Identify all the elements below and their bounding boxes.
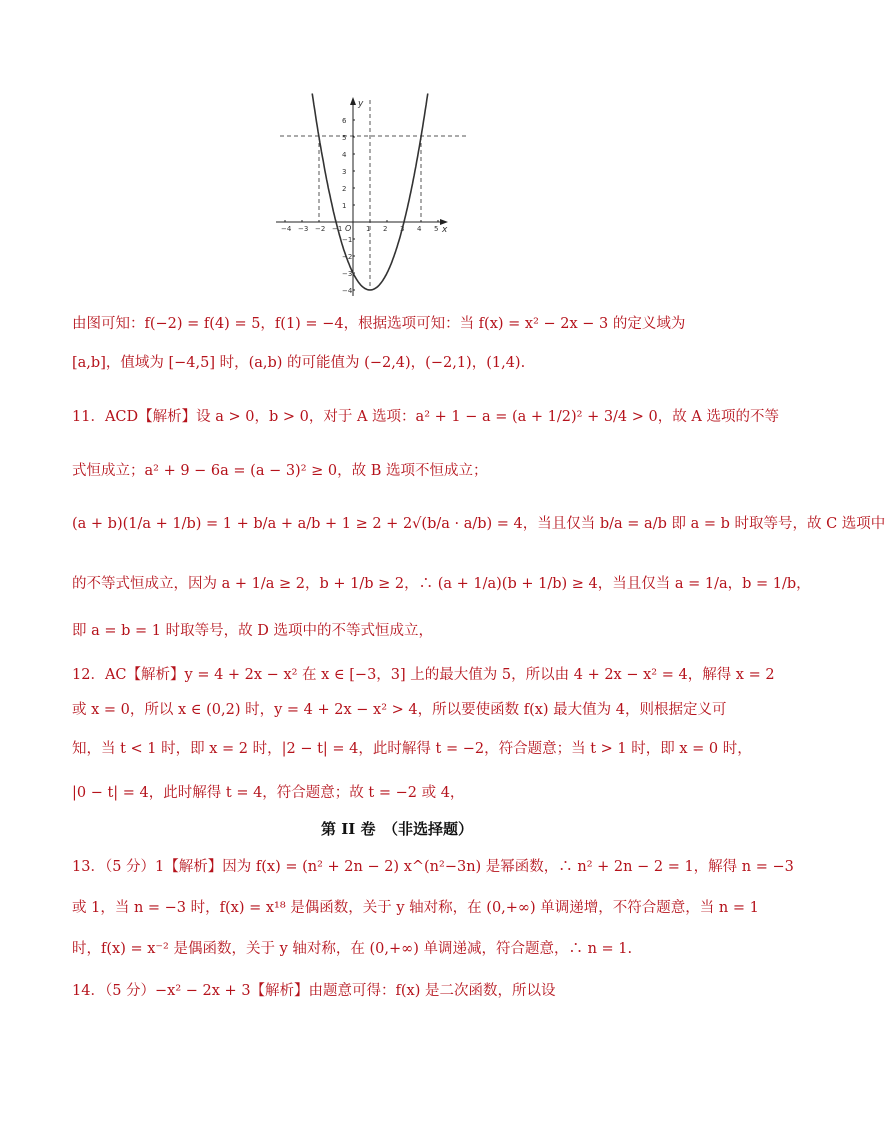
x-tick-label: −1: [332, 225, 343, 233]
y-tick-label: 3: [342, 168, 347, 176]
q13-line-3: 时，f(x) = x⁻² 是偶函数，关于 y 轴对称，在 (0,+∞) 单调递减，符合题意，∴ n = 1.: [72, 941, 633, 957]
x-tick-label: −2: [315, 225, 326, 233]
q11-line-3: (a + b)(1/a + 1/b) = 1 + b/a + a/b + 1 ≥ 2 + 2√(b/a · a/b) = 4，当且仅当 b/a = a/b 即 a = b 时取等号，故 C 选项中: [72, 516, 885, 532]
x-tick-label: −4: [281, 225, 292, 233]
x-tick-label: 2: [383, 225, 388, 233]
x-tick-label: 4: [417, 225, 422, 233]
text-line-1: 由图可知：f(−2) = f(4) = 5，f(1) = −4，根据选项可知：当 f(x) = x² − 2x − 3 的定义域为: [72, 316, 686, 332]
x-tick-label: 5: [434, 225, 439, 233]
y-axis-arrow-icon: [350, 97, 356, 105]
q11-text: 11．ACD【解析】设 a > 0，b > 0，对于 A 选项：a² + 1 − a = (a + 1/2)² + 3/4 > 0，故 A 选项的不等: [72, 409, 779, 425]
q12-line-3: 知，当 t < 1 时，即 x = 2 时，|2 − t| = 4，此时解得 t = −2，符合题意；当 t > 1 时，即 x = 0 时，: [72, 741, 752, 757]
y-tick-label: −2: [342, 253, 353, 261]
q11-line-2: 式恒成立；a² + 9 − 6a = (a − 3)² ≥ 0，故 B 选项不恒成立；: [72, 463, 488, 479]
q13-line-2: 或 1，当 n = −3 时，f(x) = x¹⁸ 是偶函数，关于 y 轴对称，在 (0,+∞) 单调递增，不符合题意，当 n = 1: [72, 900, 759, 916]
q12-line-1: 12．AC【解析】y = 4 + 2x − x² 在 x ∈ [−3，3] 上的最大值为 5，所以由 4 + 2x − x² = 4，解得 x = 2: [72, 667, 775, 683]
y-tick-label: −1: [342, 236, 353, 244]
section-title: 第 II 卷 （非选择题）: [321, 820, 473, 838]
y-tick-label: 6: [342, 117, 347, 125]
x-tick-label: −3: [298, 225, 309, 233]
y-tick-label: 5: [342, 134, 347, 142]
q13-line-1: 13．（5 分）1【解析】因为 f(x) = (n² + 2n − 2) x^(n²−3n) 是幂函数，∴ n² + 2n − 2 = 1，解得 n = −3: [72, 859, 794, 875]
y-tick-label: 4: [342, 151, 347, 159]
y-axis-label: y: [358, 99, 364, 109]
q11-line-4: 的不等式恒成立，因为 a + 1/a ≥ 2，b + 1/b ≥ 2，∴ (a + 1/a)(b + 1/b) ≥ 4，当且仅当 a = 1/a，b = 1/b，: [72, 576, 811, 592]
text-line-2: [a,b]，值域为 [−4,5] 时，(a,b) 的可能值为 (−2,4)，(−2,1)，(1,4).: [72, 355, 526, 371]
parabola-graph: [0, 0, 794, 320]
q12-line-4: |0 − t| = 4，此时解得 t = 4，符合题意；故 t = −2 或 4，: [72, 785, 465, 801]
q14-line-1: 14．（5 分）−x² − 2x + 3【解析】由题意可得：f(x) 是二次函数，所以设: [72, 983, 556, 999]
y-tick-label: 2: [342, 185, 347, 193]
q11-line-1: [72, 406, 779, 428]
y-tick-label: −3: [342, 270, 353, 278]
x-tick-label: 1: [366, 225, 371, 233]
y-tick-label: 1: [342, 202, 347, 210]
x-tick-label: 3: [400, 225, 405, 233]
q12-line-2: 或 x = 0，所以 x ∈ (0,2) 时，y = 4 + 2x − x² > 4，所以要使函数 f(x) 最大值为 4，则根据定义可: [72, 702, 727, 718]
q11-line-5: 即 a = b = 1 时取等号，故 D 选项中的不等式恒成立，: [72, 623, 433, 639]
origin-label: O: [345, 224, 352, 233]
x-axis-label: x: [442, 225, 448, 235]
y-tick-label: −4: [342, 287, 353, 295]
